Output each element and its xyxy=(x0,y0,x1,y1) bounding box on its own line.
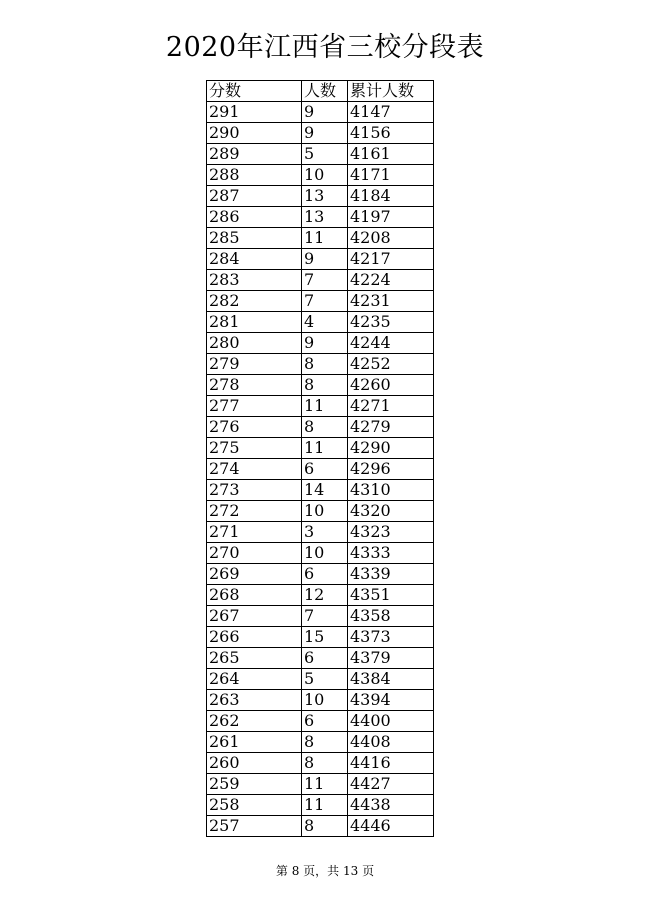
cell-score: 284 xyxy=(207,249,302,270)
page-number: 第 8 页，共 13 页 xyxy=(275,864,375,878)
table-row xyxy=(207,396,434,417)
table-row xyxy=(207,690,434,711)
score-table xyxy=(206,80,434,837)
cell-count: 10 xyxy=(302,165,348,186)
cell-count: 8 xyxy=(302,753,348,774)
table-row xyxy=(207,711,434,732)
cell-count: 15 xyxy=(302,627,348,648)
table-row xyxy=(207,669,434,690)
cell-cumulative: 4310 xyxy=(348,480,434,501)
cell-cumulative: 4244 xyxy=(348,333,434,354)
cell-cumulative: 4208 xyxy=(348,228,434,249)
table-row xyxy=(207,207,434,228)
table-row xyxy=(207,228,434,249)
cell-count: 6 xyxy=(302,564,348,585)
cell-score: 273 xyxy=(207,480,302,501)
cell-score: 286 xyxy=(207,207,302,228)
cell-score: 257 xyxy=(207,816,302,837)
cell-count: 8 xyxy=(302,816,348,837)
cell-cumulative: 4400 xyxy=(348,711,434,732)
table-row xyxy=(207,459,434,480)
table-row xyxy=(207,165,434,186)
cell-score: 258 xyxy=(207,795,302,816)
cell-cumulative: 4384 xyxy=(348,669,434,690)
cell-cumulative: 4184 xyxy=(348,186,434,207)
cell-score: 271 xyxy=(207,522,302,543)
table-row xyxy=(207,123,434,144)
cell-cumulative: 4323 xyxy=(348,522,434,543)
cell-cumulative: 4197 xyxy=(348,207,434,228)
cell-cumulative: 4394 xyxy=(348,690,434,711)
table-row xyxy=(207,753,434,774)
cell-count: 6 xyxy=(302,711,348,732)
cell-score: 288 xyxy=(207,165,302,186)
cell-score: 264 xyxy=(207,669,302,690)
table-row xyxy=(207,438,434,459)
cell-cumulative: 4271 xyxy=(348,396,434,417)
table-row xyxy=(207,732,434,753)
cell-score: 276 xyxy=(207,417,302,438)
cell-cumulative: 4252 xyxy=(348,354,434,375)
cell-cumulative: 4279 xyxy=(348,417,434,438)
table-row xyxy=(207,270,434,291)
cell-score: 268 xyxy=(207,585,302,606)
cell-score: 275 xyxy=(207,438,302,459)
cell-count: 7 xyxy=(302,291,348,312)
table-row xyxy=(207,249,434,270)
cell-count: 8 xyxy=(302,417,348,438)
cell-cumulative: 4296 xyxy=(348,459,434,480)
table-row xyxy=(207,417,434,438)
table-row xyxy=(207,333,434,354)
cell-cumulative: 4373 xyxy=(348,627,434,648)
cell-cumulative: 4217 xyxy=(348,249,434,270)
cell-cumulative: 4333 xyxy=(348,543,434,564)
table-row xyxy=(207,480,434,501)
page-title: 2020年江西省三校分段表 xyxy=(165,32,485,63)
cell-score: 270 xyxy=(207,543,302,564)
cell-count: 11 xyxy=(302,774,348,795)
table-row xyxy=(207,795,434,816)
cell-count: 11 xyxy=(302,438,348,459)
cell-score: 269 xyxy=(207,564,302,585)
table-row xyxy=(207,774,434,795)
cell-score: 263 xyxy=(207,690,302,711)
cell-count: 13 xyxy=(302,207,348,228)
cell-cumulative: 4358 xyxy=(348,606,434,627)
table-row xyxy=(207,522,434,543)
header-score: 分数 xyxy=(207,81,302,102)
cell-cumulative: 4231 xyxy=(348,291,434,312)
table-body xyxy=(207,102,434,837)
cell-score: 285 xyxy=(207,228,302,249)
cell-score: 282 xyxy=(207,291,302,312)
header-row xyxy=(207,81,434,102)
cell-cumulative: 4235 xyxy=(348,312,434,333)
cell-cumulative: 4446 xyxy=(348,816,434,837)
cell-score: 280 xyxy=(207,333,302,354)
cell-count: 10 xyxy=(302,501,348,522)
table-row xyxy=(207,564,434,585)
cell-count: 4 xyxy=(302,312,348,333)
cell-count: 11 xyxy=(302,795,348,816)
cell-count: 8 xyxy=(302,354,348,375)
cell-cumulative: 4408 xyxy=(348,732,434,753)
table-row xyxy=(207,144,434,165)
table-row xyxy=(207,627,434,648)
table-row xyxy=(207,606,434,627)
cell-count: 13 xyxy=(302,186,348,207)
cell-count: 10 xyxy=(302,543,348,564)
cell-count: 9 xyxy=(302,102,348,123)
cell-score: 289 xyxy=(207,144,302,165)
cell-cumulative: 4427 xyxy=(348,774,434,795)
cell-score: 266 xyxy=(207,627,302,648)
cell-score: 260 xyxy=(207,753,302,774)
cell-count: 11 xyxy=(302,228,348,249)
cell-score: 283 xyxy=(207,270,302,291)
cell-cumulative: 4260 xyxy=(348,375,434,396)
cell-cumulative: 4320 xyxy=(348,501,434,522)
cell-count: 7 xyxy=(302,270,348,291)
cell-cumulative: 4290 xyxy=(348,438,434,459)
cell-score: 262 xyxy=(207,711,302,732)
table-row xyxy=(207,291,434,312)
cell-count: 9 xyxy=(302,123,348,144)
cell-cumulative: 4339 xyxy=(348,564,434,585)
cell-count: 14 xyxy=(302,480,348,501)
cell-score: 281 xyxy=(207,312,302,333)
cell-score: 279 xyxy=(207,354,302,375)
cell-cumulative: 4438 xyxy=(348,795,434,816)
table-row xyxy=(207,585,434,606)
cell-count: 6 xyxy=(302,459,348,480)
cell-score: 261 xyxy=(207,732,302,753)
cell-score: 278 xyxy=(207,375,302,396)
cell-score: 287 xyxy=(207,186,302,207)
cell-cumulative: 4156 xyxy=(348,123,434,144)
table-row xyxy=(207,501,434,522)
cell-count: 8 xyxy=(302,732,348,753)
cell-count: 5 xyxy=(302,669,348,690)
cell-score: 274 xyxy=(207,459,302,480)
cell-cumulative: 4379 xyxy=(348,648,434,669)
cell-count: 10 xyxy=(302,690,348,711)
cell-cumulative: 4416 xyxy=(348,753,434,774)
cell-score: 272 xyxy=(207,501,302,522)
table-row xyxy=(207,543,434,564)
cell-score: 259 xyxy=(207,774,302,795)
cell-score: 265 xyxy=(207,648,302,669)
cell-cumulative: 4161 xyxy=(348,144,434,165)
cell-score: 290 xyxy=(207,123,302,144)
table-row xyxy=(207,102,434,123)
table-row xyxy=(207,312,434,333)
cell-count: 6 xyxy=(302,648,348,669)
cell-cumulative: 4224 xyxy=(348,270,434,291)
table-row xyxy=(207,375,434,396)
cell-count: 3 xyxy=(302,522,348,543)
cell-cumulative: 4351 xyxy=(348,585,434,606)
cell-count: 7 xyxy=(302,606,348,627)
cell-count: 12 xyxy=(302,585,348,606)
cell-count: 11 xyxy=(302,396,348,417)
header-cumulative: 累计人数 xyxy=(348,81,434,102)
cell-count: 5 xyxy=(302,144,348,165)
header-count: 人数 xyxy=(302,81,348,102)
page-footer xyxy=(0,862,650,880)
table-row xyxy=(207,816,434,837)
cell-score: 277 xyxy=(207,396,302,417)
table-header xyxy=(207,81,434,102)
table-row xyxy=(207,354,434,375)
table-row xyxy=(207,186,434,207)
cell-score: 267 xyxy=(207,606,302,627)
cell-count: 9 xyxy=(302,333,348,354)
cell-cumulative: 4171 xyxy=(348,165,434,186)
cell-count: 9 xyxy=(302,249,348,270)
cell-count: 8 xyxy=(302,375,348,396)
cell-cumulative: 4147 xyxy=(348,102,434,123)
cell-score: 291 xyxy=(207,102,302,123)
table-row xyxy=(207,648,434,669)
